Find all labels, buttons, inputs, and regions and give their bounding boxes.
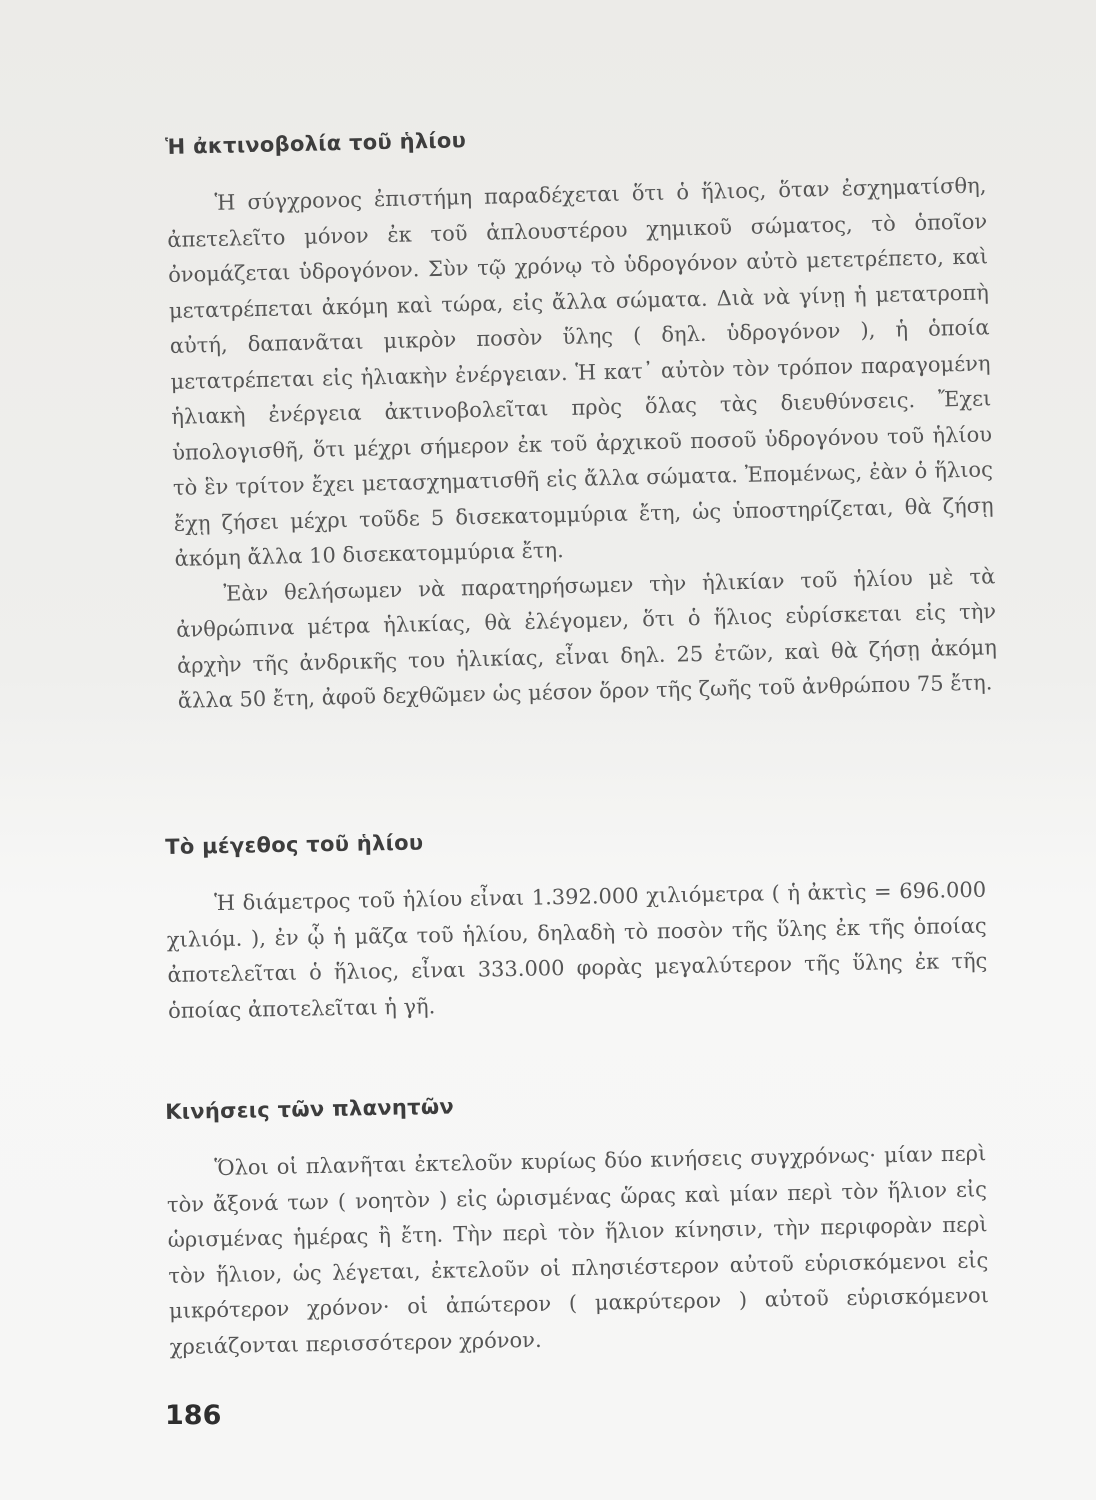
section-heading: Κινήσεις τῶν πλανητῶν (165, 1094, 455, 1124)
paragraph: Ἐὰν θελήσωμεν νὰ παρατηρήσωμεν τὴν ἡλικίαν τοῦ ἡλίου μὲ τὰ ἀνθρώπινα μέτρα ἡλικίας, θὰ ἐλέγομεν, ὅτι ὁ ἥλιος εὑρίσκεται εἰς τὴν ἀρχὴν τῆς ἀνδρικῆς του ἡλικίας, εἶναι δηλ. 25 ἐτῶν, καὶ θὰ ζήσῃ ἀκόμη ἄλλα 50 ἔτη, ἀφοῦ δεχθῶμεν ὡς μέσον ὅρον τῆς ζωῆς τοῦ ἀνθρώπου 75 ἔτη. (175, 563, 998, 713)
paragraph: Ἡ σύγχρονος ἐπιστήμη παραδέχεται ὅτι ὁ ἥλιος, ὅταν ἐσχηματίσθη, ἀπετελεῖτο μόνον ἐκ τοῦ ἁπλουστέρου χημικοῦ σώματος, τὸ ὁποῖον ὀνομάζεται ὑδρογόνον. Σὺν τῷ χρόνῳ τὸ ὑδρογόνον αὐτὸ μετετρέπετο, καὶ μετατρέπεται ἀκόμη καὶ τώρα, εἰς ἄλλα σώματα. Διὰ νὰ γίνῃ ἡ μετατροπὴ αὐτή, δαπανᾶται μικρὸν ποσὸν ὕλης ( δηλ. ὑδρογόνον ), ἡ ὁποία μετατρέπεται εἰς ἡλιακὴν ἐνέργειαν. Ἡ κατ᾽ αὐτὸν τὸν τρόπον παραγομένη ἡλιακὴ ἐνέργεια ἀκτινοβολεῖται πρὸς ὅλας τὰς διευθύνσεις. Ἔχει ὑπολογισθῆ, ὅτι μέχρι σήμερον ἐκ τοῦ ἀρχικοῦ ποσοῦ ὑδρογόνου τοῦ ἡλίου τὸ ἓν τρίτον ἔχει μετασχηματισθῆ εἰς ἄλλα σώματα. Ἐπομένως, ἐὰν ὁ ἥλιος ἔχῃ ζήσει μέχρι τοῦδε 5 δισεκατομμύρια ἔτη, ὡς ὑποστηρίζεται, θὰ ζήσῃ ἀκόμη ἄλλα 10 δισεκατομμύρια ἔτη. (167, 173, 994, 571)
section-heading: Ἡ ἀκτινοβολία τοῦ ἡλίου (165, 128, 467, 159)
section-planet-motions (165, 1084, 990, 1365)
section-sun-size (165, 821, 988, 1029)
paragraph: Ἡ διάμετρος τοῦ ἡλίου εἶναι 1.392.000 χιλιόμετρα ( ἡ ἀκτὶς = 696.000 χιλιόμ. ), ἐν ᾧ ἡ μᾶζα τοῦ ἡλίου, δηλαδὴ τὸ ποσὸν τῆς ὕλης ἐκ τῆς ὁποίας ἀποτελεῖται ὁ ἥλιος, εἶναι 333.000 φορὰς μεγαλύτερον τῆς ὕλης ἐκ τῆς ὁποίας ἀποτελεῖται ἡ γῆ. (166, 877, 988, 1023)
paragraph: Ὅλοι οἱ πλανῆται ἐκτελοῦν κυρίως δύο κινήσεις συγχρόνως· μίαν περὶ τὸν ἄξονά των ( νοητὸν ) εἰς ὡρισμένας ὥρας καὶ μίαν περὶ τὸν ἥλιον εἰς ὡρισμένας ἡμέρας ἢ ἔτη. Τὴν περὶ τὸν ἥλιον κίνησιν, τὴν περιφορὰν περὶ τὸν ἥλιον, ὡς λέγεται, ἐκτελοῦν οἱ πλησιέστερον αὐτοῦ εὑρισκόμενοι εἰς μικρότερον χρόνον· οἱ ἀπώτερον ( μακρύτερον ) αὐτοῦ εὑρισκόμενοι χρειάζονται περισσότερον χρόνον. (166, 1141, 990, 1359)
section-solar-radiation (165, 116, 998, 719)
section-heading: Τὸ μέγεθος τοῦ ἡλίου (165, 830, 424, 859)
page-number: 186 (165, 1400, 222, 1431)
